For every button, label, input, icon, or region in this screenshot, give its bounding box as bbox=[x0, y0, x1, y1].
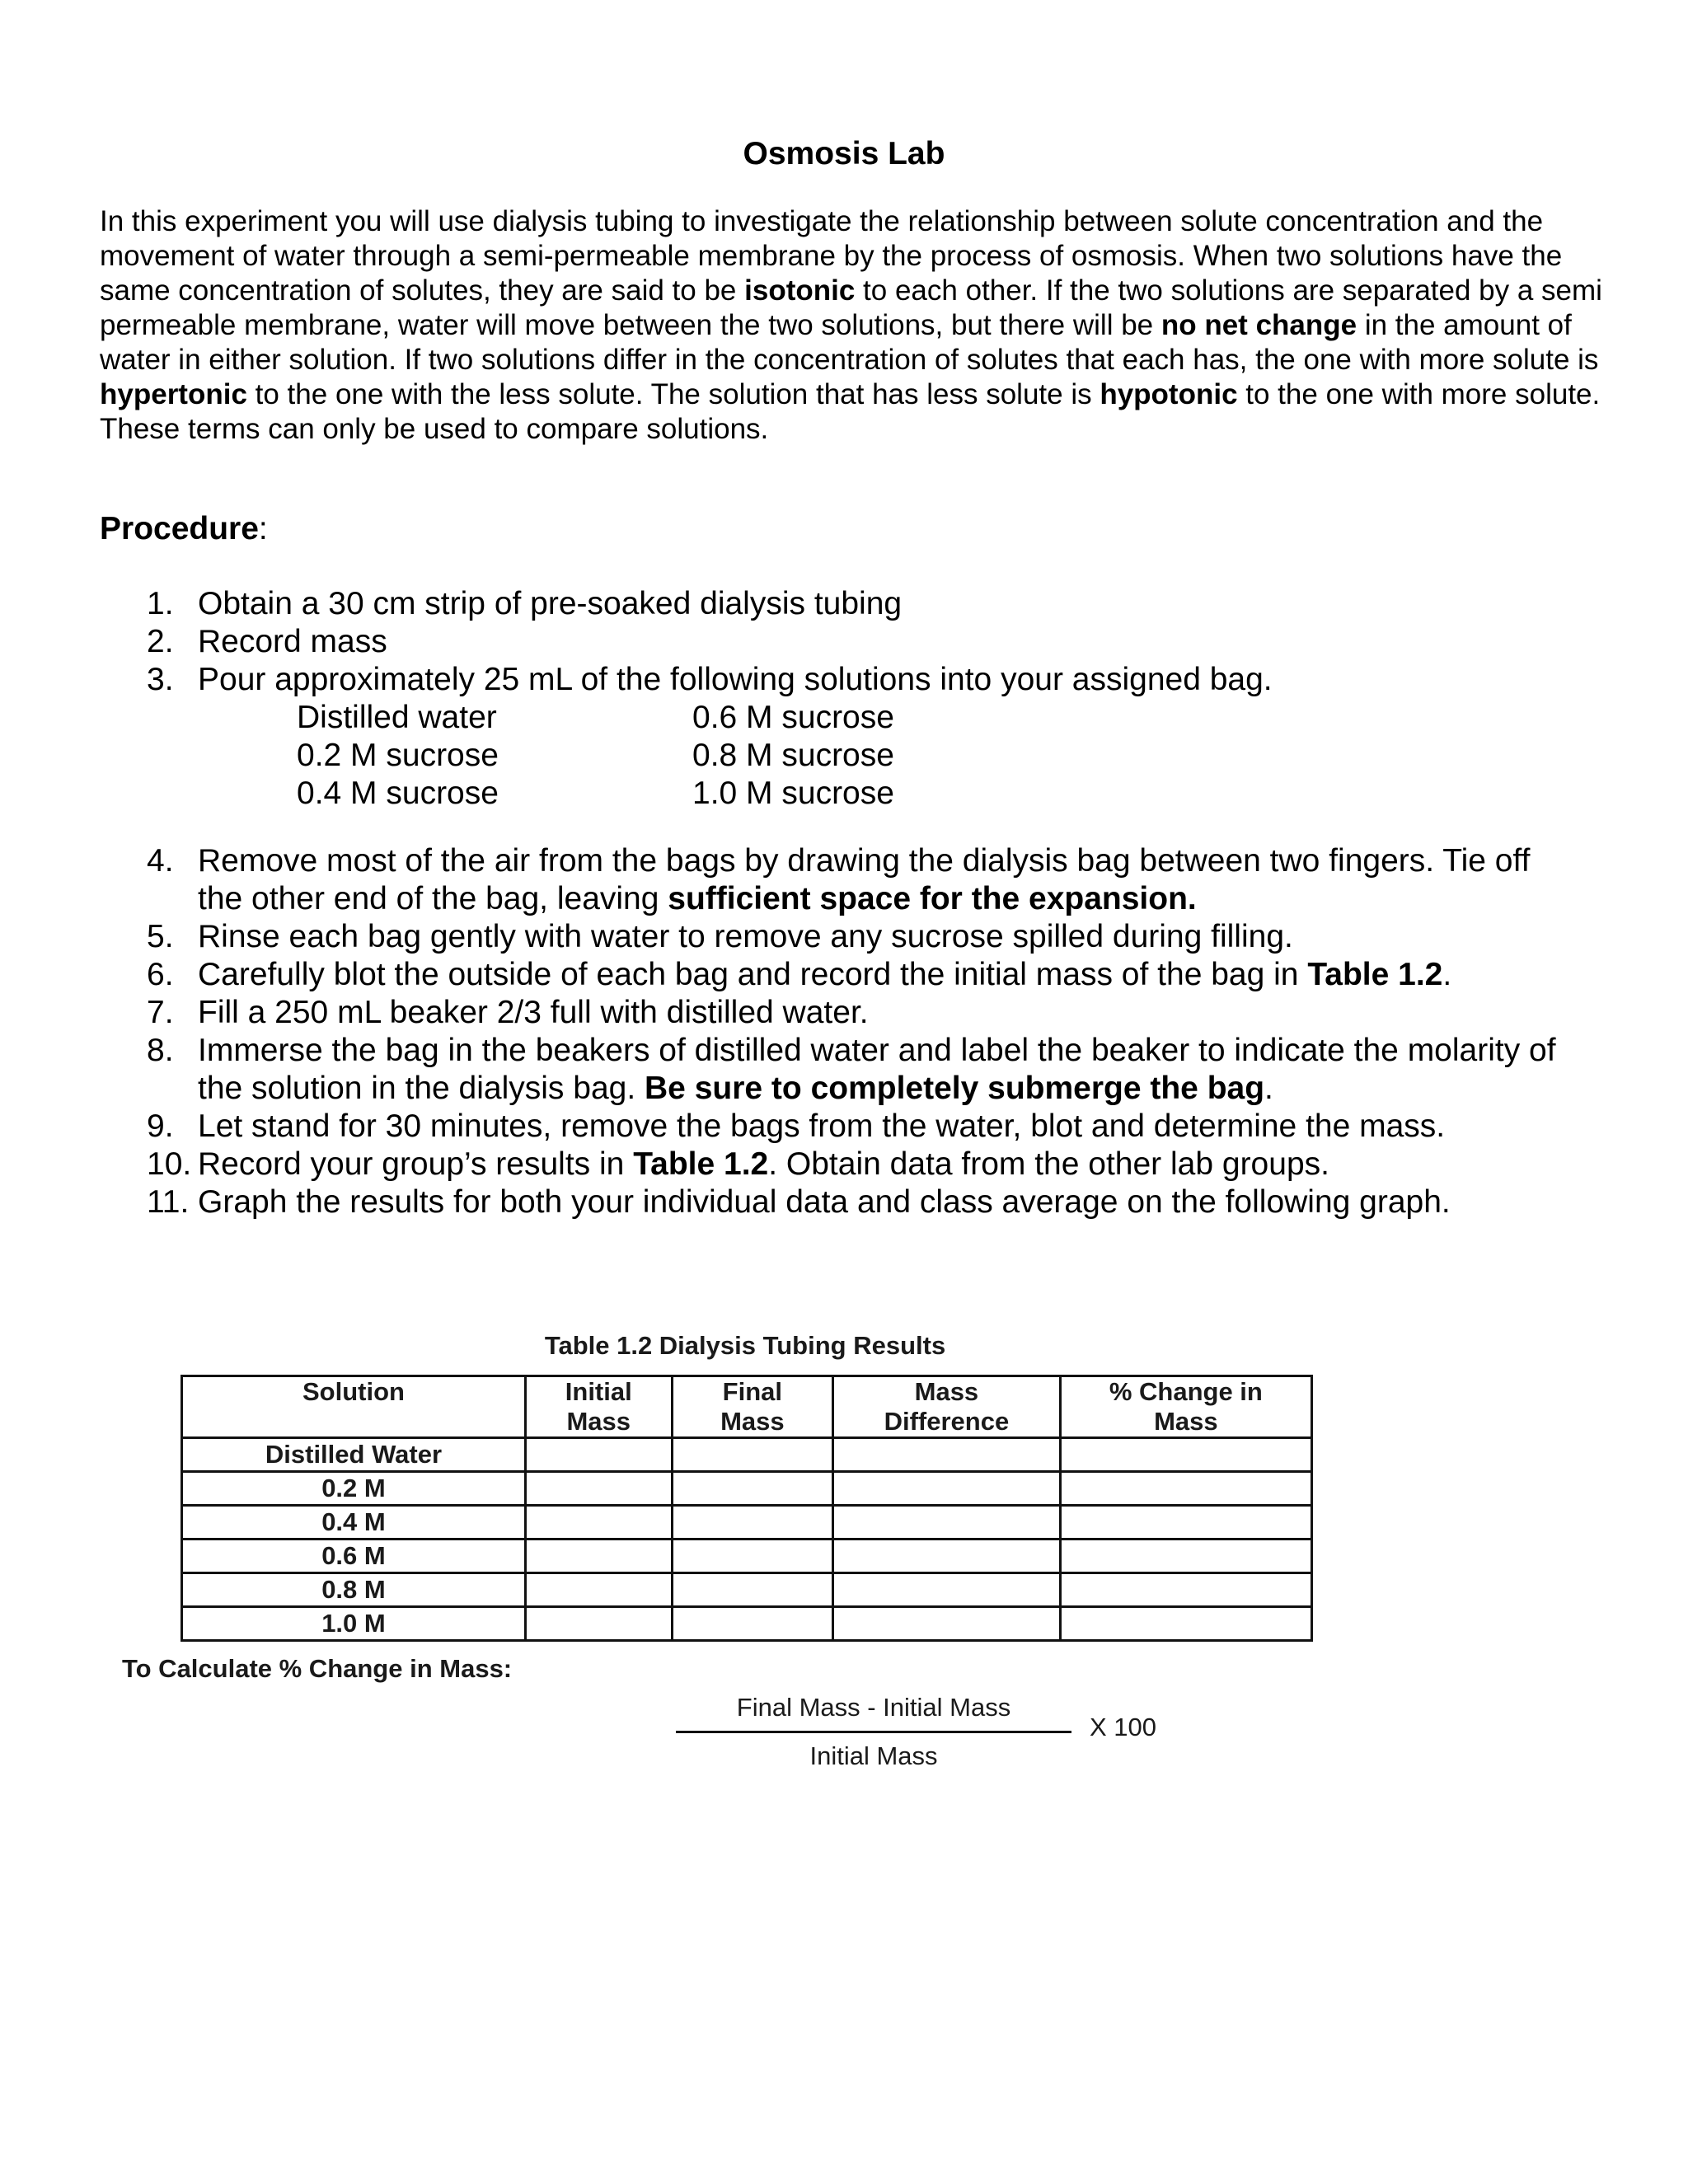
row-label: 0.4 M bbox=[182, 1506, 526, 1540]
solution-list bbox=[0, 699, 1688, 813]
step-number: 8. bbox=[147, 1033, 174, 1068]
procedure-heading bbox=[100, 511, 268, 547]
solution-item: 1.0 M sucrose bbox=[692, 776, 894, 811]
column-header-text: Initial bbox=[565, 1377, 632, 1406]
solution-item: Distilled water bbox=[297, 700, 497, 735]
row-label: 0.2 M bbox=[182, 1472, 526, 1506]
step-number: 1. bbox=[147, 586, 174, 621]
table-cell bbox=[833, 1607, 1061, 1641]
term-no-net-change: no net change bbox=[1160, 309, 1357, 341]
term-hypotonic: hypotonic bbox=[1100, 378, 1238, 410]
table-cell bbox=[672, 1472, 833, 1506]
formula-denominator: Initial Mass bbox=[809, 1741, 938, 1770]
solution-item: 0.6 M sucrose bbox=[692, 700, 894, 735]
column-header-text: Difference bbox=[884, 1407, 1010, 1436]
table-row bbox=[182, 1472, 1312, 1506]
column-header-initial-mass bbox=[525, 1376, 672, 1438]
step-11 bbox=[0, 1183, 1582, 1221]
procedure-steps bbox=[0, 585, 1688, 1221]
step-text-after: . bbox=[1442, 957, 1452, 992]
step-number: 7. bbox=[147, 995, 174, 1030]
column-header-text: Solution bbox=[302, 1377, 405, 1406]
step-3 bbox=[0, 661, 1582, 699]
percent-change-formula bbox=[676, 1691, 1071, 1773]
step-bold: Be sure to completely submerge the bag bbox=[645, 1071, 1265, 1106]
step-number: 10. bbox=[147, 1146, 192, 1182]
step-5 bbox=[0, 918, 1582, 956]
fraction-bar bbox=[676, 1731, 1071, 1733]
table-cell bbox=[833, 1573, 1061, 1607]
step-number: 11. bbox=[147, 1184, 190, 1220]
results-table bbox=[181, 1375, 1313, 1642]
table-cell bbox=[833, 1540, 1061, 1573]
table-row bbox=[182, 1506, 1312, 1540]
step-text-after: . bbox=[1264, 1071, 1273, 1106]
step-text-after: . Obtain data from the other lab groups. bbox=[768, 1146, 1329, 1182]
step-6 bbox=[0, 956, 1582, 994]
column-header-text: Mass bbox=[720, 1407, 785, 1436]
formula-numerator: Final Mass - Initial Mass bbox=[736, 1693, 1011, 1722]
step-number: 6. bbox=[147, 957, 174, 992]
table-cell bbox=[525, 1438, 672, 1472]
intro-text: in the amount of water in either solution. If two solutions differ in the concentration of solutes that each has, the one with more solute is bbox=[100, 309, 1599, 376]
step-7 bbox=[0, 994, 1582, 1032]
table-caption: Table 1.2 Dialysis Tubing Results bbox=[544, 1331, 946, 1360]
table-cell bbox=[525, 1573, 672, 1607]
column-header-text: % Change in bbox=[1109, 1377, 1263, 1406]
term-hypertonic: hypertonic bbox=[100, 378, 247, 410]
step-number: 3. bbox=[147, 662, 174, 697]
table-cell bbox=[525, 1472, 672, 1506]
solution-item: 0.8 M sucrose bbox=[692, 738, 894, 773]
intro-text: to the one with the less solute. The solution that has less solute is bbox=[246, 378, 1100, 410]
step-text: Carefully blot the outside of each bag and record the initial mass of the bag in bbox=[198, 957, 1308, 992]
table-cell bbox=[672, 1573, 833, 1607]
row-label: 0.6 M bbox=[182, 1540, 526, 1573]
table-cell bbox=[672, 1438, 833, 1472]
step-text: Graph the results for both your individual data and class average on the following graph. bbox=[198, 1184, 1451, 1220]
table-cell bbox=[672, 1540, 833, 1573]
table-row bbox=[182, 1438, 1312, 1472]
step-text: Let stand for 30 minutes, remove the bags from the water, blot and determine the mass. bbox=[198, 1108, 1446, 1144]
column-header-solution bbox=[182, 1376, 526, 1438]
table-row bbox=[182, 1607, 1312, 1641]
step-bold: Table 1.2 bbox=[1307, 957, 1443, 992]
table-cell bbox=[525, 1607, 672, 1641]
step-text: Fill a 250 mL beaker 2/3 full with distilled water. bbox=[198, 995, 869, 1030]
table-cell bbox=[1060, 1607, 1311, 1641]
solution-item: 0.4 M sucrose bbox=[297, 776, 499, 811]
step-1 bbox=[0, 585, 1582, 623]
procedure-heading-colon: : bbox=[258, 511, 268, 546]
column-header-percent-change bbox=[1060, 1376, 1311, 1438]
step-text: Pour approximately 25 mL of the following solutions into your assigned bag. bbox=[198, 662, 1273, 697]
row-label: Distilled Water bbox=[182, 1438, 526, 1472]
column-header-mass-difference bbox=[833, 1376, 1061, 1438]
row-label: 0.8 M bbox=[182, 1573, 526, 1607]
step-text: Remove most of the air from the bags by drawing the dialysis bag between two fingers. Tie off the other end of the bag, leaving bbox=[198, 843, 1531, 916]
step-bold: sufficient space for the expansion. bbox=[668, 881, 1197, 916]
step-number: 2. bbox=[147, 624, 174, 659]
step-text: Immerse the bag in the beakers of distilled water and label the beaker to indicate the molarity of the solution in the dialysis bag. bbox=[198, 1033, 1556, 1106]
step-bold: Table 1.2 bbox=[633, 1146, 769, 1182]
calc-label: To Calculate % Change in Mass: bbox=[122, 1654, 513, 1683]
intro-text: to each other. If the two solutions are separated by a semi permeable membrane, water will move between the two solutions, but there will be bbox=[100, 274, 1602, 341]
table-cell bbox=[672, 1506, 833, 1540]
step-2 bbox=[0, 623, 1582, 661]
table-header-row bbox=[182, 1376, 1312, 1438]
step-10 bbox=[0, 1146, 1582, 1183]
step-8 bbox=[0, 1032, 1582, 1108]
formula-multiplier: X 100 bbox=[1090, 1713, 1157, 1741]
step-text: Record mass bbox=[198, 624, 387, 659]
step-number: 5. bbox=[147, 919, 174, 954]
column-header-text: Mass bbox=[566, 1407, 631, 1436]
column-header-text: Mass bbox=[914, 1377, 979, 1406]
term-isotonic: isotonic bbox=[744, 274, 856, 307]
table-row bbox=[182, 1573, 1312, 1607]
table-cell bbox=[1060, 1573, 1311, 1607]
column-header-final-mass bbox=[672, 1376, 833, 1438]
column-header-text: Final bbox=[722, 1377, 783, 1406]
intro-text: to the one with more solute. These terms can only be used to compare solutions. bbox=[100, 378, 1601, 445]
table-row bbox=[182, 1540, 1312, 1573]
table-cell bbox=[833, 1438, 1061, 1472]
table-cell bbox=[1060, 1506, 1311, 1540]
table-cell bbox=[1060, 1472, 1311, 1506]
table-cell bbox=[1060, 1540, 1311, 1573]
intro-paragraph bbox=[100, 204, 1608, 447]
solution-item: 0.2 M sucrose bbox=[297, 738, 499, 773]
row-label: 1.0 M bbox=[182, 1607, 526, 1641]
table-cell bbox=[672, 1607, 833, 1641]
step-text: Obtain a 30 cm strip of pre-soaked dialysis tubing bbox=[198, 586, 903, 621]
table-cell bbox=[833, 1506, 1061, 1540]
step-number: 9. bbox=[147, 1108, 174, 1144]
step-number: 4. bbox=[147, 843, 174, 879]
step-4 bbox=[0, 842, 1582, 918]
page-title: Osmosis Lab bbox=[743, 136, 945, 171]
table-cell bbox=[525, 1540, 672, 1573]
step-9 bbox=[0, 1108, 1582, 1146]
table-cell bbox=[525, 1506, 672, 1540]
step-text: Rinse each bag gently with water to remove any sucrose spilled during filling. bbox=[198, 919, 1293, 954]
procedure-heading-text: Procedure bbox=[100, 511, 259, 546]
intro-text: In this experiment you will use dialysis tubing to investigate the relationship between solute concentration and the movement of water through a semi-permeable membrane by the process of osmosis. When two solutions have the same concentration of solutes, they are said to be bbox=[100, 205, 1563, 307]
table-cell bbox=[833, 1472, 1061, 1506]
column-header-text: Mass bbox=[1154, 1407, 1218, 1436]
table-cell bbox=[1060, 1438, 1311, 1472]
step-text: Record your group’s results in bbox=[198, 1146, 634, 1182]
